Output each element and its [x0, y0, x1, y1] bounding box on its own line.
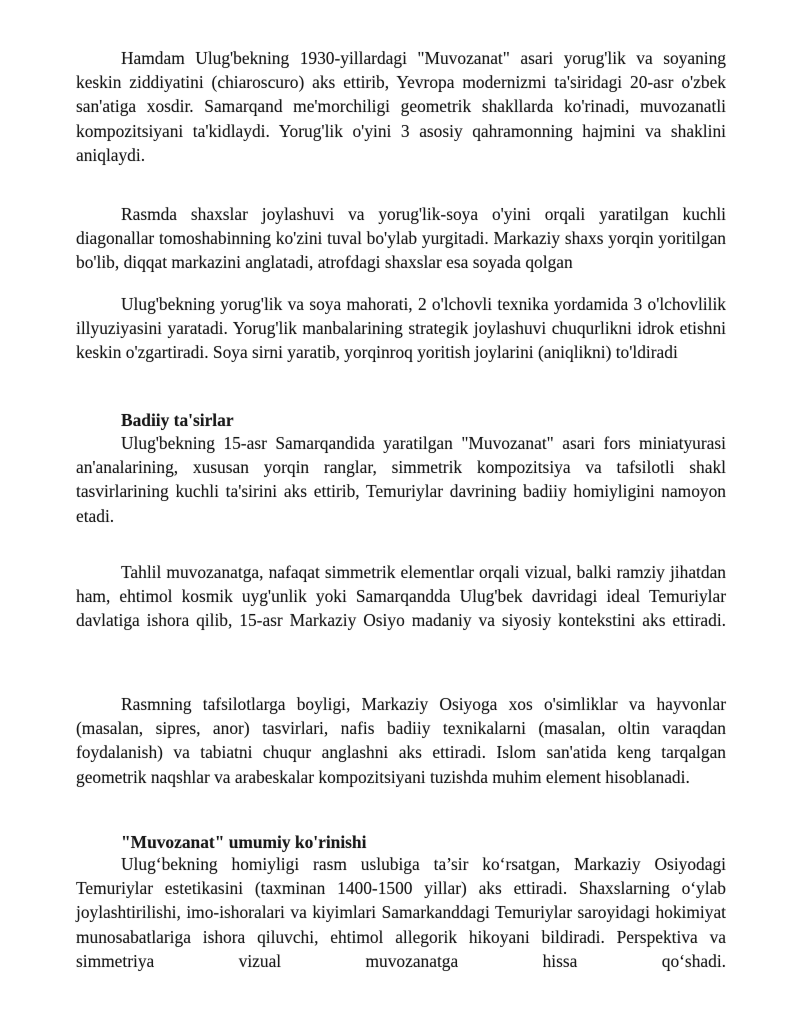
paragraph-diagonals: Rasmda shaxslar joylashuvi va yorug'lik-soya o'yini orqali yaratilgan kuchli diagonallar tomoshabinning ko'zini tuval bo'ylab yurgitadi. Markaziy shaxs yorqin yoritilgan bo'lib, diqqat markazini anglatadi, atrofdagi shaxslar esa soyada qolgan	[76, 204, 726, 273]
paragraph-light-shadow-mastery: Ulug'bekning yorug'lik va soya mahorati, 2 o'lchovli texnika yordamida 3 o'lchovlilik illyuziyasini yaratadi. Yorug'lik manbalarining strategik joylashuvi chuqurlikni idrok etishni keskin o'zgartiradi. Soya sirni yaratib, yorqinroq yoritish joylarini (aniqlikni) to'ldiradi	[76, 294, 726, 363]
heading-general-overview: "Muvozanat" umumiy ko'rinishi	[121, 832, 367, 852]
heading-artistic-influences: Badiiy ta'sirlar	[121, 410, 234, 430]
paragraph-chiaroscuro: Hamdam Ulug'bekning 1930-yillardagi "Muvozanat" asari yorug'lik va soyaning keskin ziddiyatini (chiaroscuro) aks ettirib, Yevropa modernizmi ta'siridagi 20-asr o'zbek san'atiga xosdir. Samarqand me'morchiligi geometrik shakllarda ko'rinadi, muvozanatli kompozitsiyani ta'kidlaydi. Yorug'lik o'yini 3 asosiy qahramonning hajmini va shaklini aniqlaydi.	[76, 48, 726, 165]
paragraph-patronage: Ulug‘bekning homiyligi rasm uslubiga ta’sir ko‘rsatgan, Markaziy Osiyodagi Temuriylar estetikasini (taxminan 1400-1500 yillar) aks ettiradi. Shaxslarning o‘ylab joylashtirilishi, imo-ishoralari va kiyimlari Samarkanddagi Temuriylar saroyidagi hokimiyat munosabatlariga ishora qiluvchi, ehtimol allegorik hikoyani bildiradi. Perspektiva va simmetriya vizual muvozanatga hissa qo‘shadi.	[76, 854, 726, 971]
paragraph-persian-miniature: Ulug'bekning 15-asr Samarqandida yaratilgan "Muvozanat" asari fors miniatyurasi an'analarining, xususan yorqin ranglar, simmetrik kompozitsiya va tafsilotli shakl tasvirlarining kuchli ta'sirini aks ettirib, Temuriylar davrining badiiy homiyligini namoyon etadi.	[76, 433, 726, 526]
paragraph-balance-analysis: Tahlil muvozanatga, nafaqat simmetrik elementlar orqali vizual, balki ramziy jihatdan ham, ehtimol kosmik uyg'unlik yoki Samarqandda Ulug'bek davridagi ideal Temuriylar davlatiga ishora qilib, 15-asr Markaziy Osiyo madaniy va siyosiy kontekstini aks ettiradi.	[76, 562, 726, 631]
paragraph-details-richness: Rasmning tafsilotlarga boyligi, Markaziy Osiyoga xos o'simliklar va hayvonlar (masalan, sipres, anor) tasvirlari, nafis badiiy texnikalarni (masalan, oltin varaqdan foydalanish) va tabiatni chuqur anglashni aks ettiradi. Islom san'atida keng tarqalgan geometrik naqshlar va arabeskalar kompozitsiyani tuzishda muhim element hisoblanadi.	[76, 694, 726, 787]
